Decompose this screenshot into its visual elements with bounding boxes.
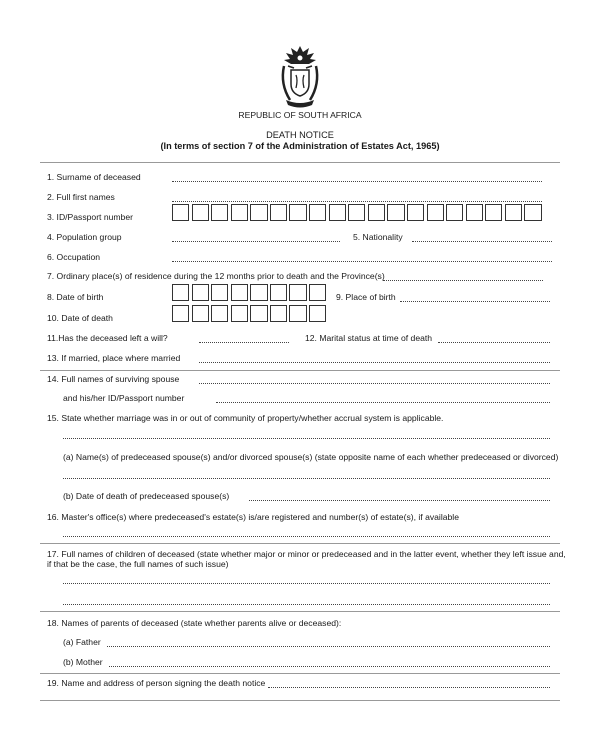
surname-field[interactable] xyxy=(172,181,542,182)
predeceased-spouse-names-field[interactable] xyxy=(63,478,550,479)
marital-status-field[interactable] xyxy=(438,342,550,343)
id-digit-box[interactable] xyxy=(289,204,306,221)
spouse-names-field[interactable] xyxy=(199,383,550,384)
date-digit-box[interactable] xyxy=(172,284,189,301)
date-digit-box[interactable] xyxy=(270,305,287,322)
population-group-label: 4. Population group xyxy=(47,232,122,242)
occupation-field[interactable] xyxy=(172,261,552,262)
spouse-id-field[interactable] xyxy=(216,402,550,403)
children-label-line1: 17. Full names of children of deceased (state whether major or minor or predeceased and in the latter event, whether they left issue and, xyxy=(47,549,566,559)
place-of-birth-field[interactable] xyxy=(400,301,550,302)
nationality-field[interactable] xyxy=(412,241,552,242)
nationality-label: 5. Nationality xyxy=(353,232,403,242)
first-names-field[interactable] xyxy=(172,201,542,202)
divider xyxy=(40,611,560,612)
date-digit-box[interactable] xyxy=(250,284,267,301)
id-digit-box[interactable] xyxy=(231,204,248,221)
id-digit-box[interactable] xyxy=(368,204,385,221)
id-digit-box[interactable] xyxy=(387,204,404,221)
date-digit-box[interactable] xyxy=(211,284,228,301)
id-digit-box[interactable] xyxy=(446,204,463,221)
spouse-id-label: and his/her ID/Passport number xyxy=(63,393,185,403)
residence-field[interactable] xyxy=(383,280,543,281)
date-of-death-label: 10. Date of death xyxy=(47,313,113,323)
masters-office-label: 16. Master's office(s) where predeceased's estate(s) is/are registered and number(s) of estate(s), if available xyxy=(47,512,459,522)
divider xyxy=(40,700,560,701)
id-digit-box[interactable] xyxy=(172,204,189,221)
id-digit-box[interactable] xyxy=(250,204,267,221)
place-married-label: 13. If married, place where married xyxy=(47,353,181,363)
id-digit-box[interactable] xyxy=(309,204,326,221)
date-digit-box[interactable] xyxy=(309,284,326,301)
children-label-line2: if that be the case, the full names of such issue) xyxy=(47,559,229,569)
id-digit-box[interactable] xyxy=(427,204,444,221)
first-names-label: 2. Full first names xyxy=(47,192,115,202)
date-digit-box[interactable] xyxy=(192,305,209,322)
form-title: DEATH NOTICE xyxy=(266,130,334,140)
parents-label: 18. Names of parents of deceased (state whether parents alive or deceased): xyxy=(47,618,342,628)
date-digit-box[interactable] xyxy=(270,284,287,301)
id-digit-box[interactable] xyxy=(485,204,502,221)
coat-of-arms-icon xyxy=(276,44,324,110)
date-digit-box[interactable] xyxy=(231,305,248,322)
id-digit-box[interactable] xyxy=(466,204,483,221)
predeceased-spouse-date-field[interactable] xyxy=(249,500,550,501)
date-of-death-boxes[interactable] xyxy=(172,305,329,322)
mother-field[interactable] xyxy=(109,666,550,667)
date-digit-box[interactable] xyxy=(211,305,228,322)
signer-label: 19. Name and address of person signing the death notice xyxy=(47,678,266,688)
population-group-field[interactable] xyxy=(172,241,340,242)
father-label: (a) Father xyxy=(63,637,101,647)
marital-status-label: 12. Marital status at time of death xyxy=(305,333,433,343)
id-digit-box[interactable] xyxy=(211,204,228,221)
id-digit-box[interactable] xyxy=(329,204,346,221)
predeceased-spouse-date-label: (b) Date of death of predeceased spouse(s) xyxy=(63,491,230,501)
id-digit-box[interactable] xyxy=(192,204,209,221)
divider xyxy=(40,543,560,544)
date-digit-box[interactable] xyxy=(309,305,326,322)
children-field[interactable] xyxy=(63,583,550,584)
id-digit-box[interactable] xyxy=(348,204,365,221)
will-field[interactable] xyxy=(199,342,289,343)
date-digit-box[interactable] xyxy=(172,305,189,322)
marriage-property-field[interactable] xyxy=(63,438,550,439)
date-of-birth-boxes[interactable] xyxy=(172,284,329,301)
id-digit-box[interactable] xyxy=(505,204,522,221)
mother-label: (b) Mother xyxy=(63,657,103,667)
date-of-birth-label: 8. Date of birth xyxy=(47,292,104,302)
id-number-boxes[interactable] xyxy=(172,204,544,221)
marriage-property-label: 15. State whether marriage was in or out of community of property/whether accrual system is applicable. xyxy=(47,413,444,423)
form-subtitle: (In terms of section 7 of the Administration of Estates Act, 1965) xyxy=(160,141,440,151)
divider xyxy=(40,673,560,674)
date-digit-box[interactable] xyxy=(192,284,209,301)
place-of-birth-label: 9. Place of birth xyxy=(336,292,396,302)
predeceased-spouse-names-label: (a) Name(s) of predeceased spouse(s) and/or divorced spouse(s) (state opposite name of each whether predeceased or divorced) xyxy=(63,452,559,462)
father-field[interactable] xyxy=(107,646,550,647)
divider xyxy=(40,370,560,371)
surname-label: 1. Surname of deceased xyxy=(47,172,141,182)
date-digit-box[interactable] xyxy=(289,284,306,301)
occupation-label: 6. Occupation xyxy=(47,252,101,262)
id-digit-box[interactable] xyxy=(524,204,541,221)
country-name: REPUBLIC OF SOUTH AFRICA xyxy=(238,110,362,120)
residence-label: 7. Ordinary place(s) of residence during the 12 months prior to death and the Province(s) xyxy=(47,271,385,281)
date-digit-box[interactable] xyxy=(250,305,267,322)
place-married-field[interactable] xyxy=(199,362,550,363)
date-digit-box[interactable] xyxy=(289,305,306,322)
masters-office-field[interactable] xyxy=(63,536,550,537)
children-field[interactable] xyxy=(63,604,550,605)
signer-field[interactable] xyxy=(268,687,550,688)
will-label: 11.Has the deceased left a will? xyxy=(47,333,168,343)
divider xyxy=(40,162,560,163)
id-number-label: 3. ID/Passport number xyxy=(47,212,133,222)
id-digit-box[interactable] xyxy=(407,204,424,221)
id-digit-box[interactable] xyxy=(270,204,287,221)
date-digit-box[interactable] xyxy=(231,284,248,301)
spouse-names-label: 14. Full names of surviving spouse xyxy=(47,374,180,384)
